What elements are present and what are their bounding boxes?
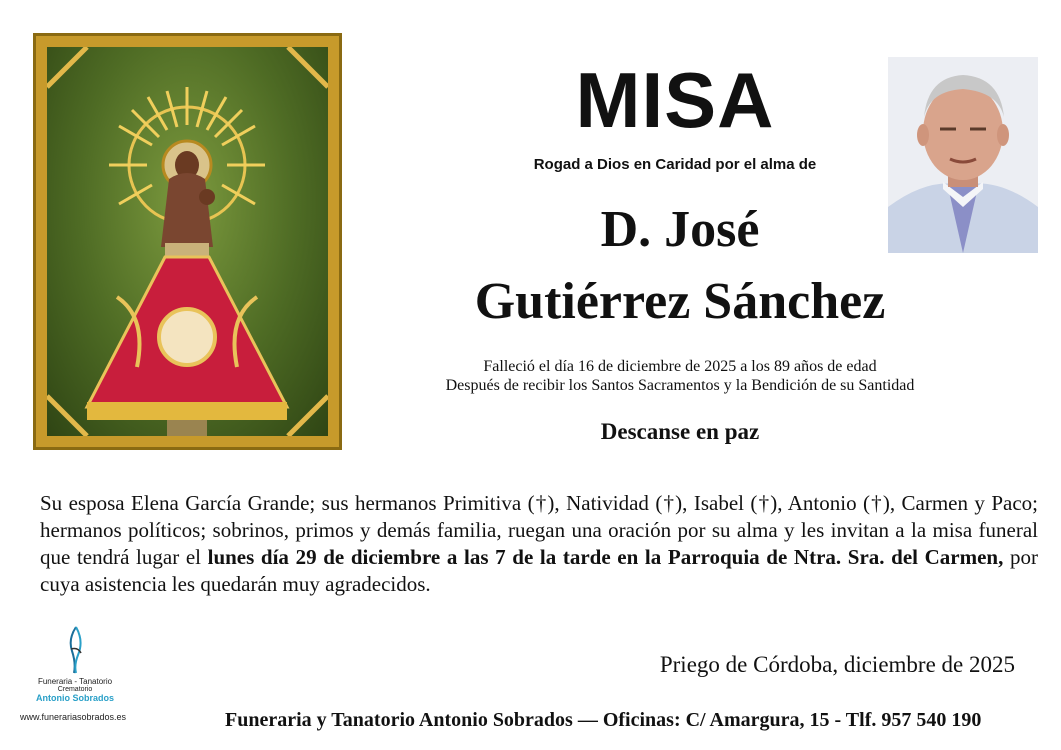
feather-logo-icon <box>64 625 86 675</box>
religious-image <box>33 33 342 450</box>
mass-details: lunes día 29 de diciembre a las 7 de la tarde en la Parroquia de Ntra. Sra. del Carmen, <box>207 545 1004 569</box>
logo-brand-name: Antonio Sobrados <box>36 693 114 703</box>
logo-line-crematorio: Crematorio <box>57 686 93 693</box>
virgin-figure-illustration <box>47 47 328 436</box>
announcement-text: Su esposa Elena García Grande; sus hermanos Primitiva (†), Natividad (†), Isabel (†), Antonio (†), Carmen y Paco; hermanos políticos; sobrinos, primos y demás familia, ruegan una oración por su alma y les invitan a la misa funeral que tendrá lugar el <box>40 491 1038 569</box>
logo-line-funeraria: Funeraria - Tanatorio <box>37 677 113 686</box>
deceased-name-line2: Gutiérrez Sánchez <box>474 273 886 330</box>
death-details: Falleció el día 16 de diciembre de 2025 a los 89 años de edad <box>483 358 877 375</box>
company-contact-line: Funeraria y Tanatorio Antonio Sobrados — Oficinas: C/ Amargura, 15 - Tlf. 957 540 190 <box>225 709 982 731</box>
rest-in-peace: Descanse en paz <box>600 419 760 444</box>
notice-subtitle: Rogad a Dios en Caridad por el alma de <box>533 156 817 173</box>
notice-title: MISA <box>575 56 775 144</box>
deceased-portrait <box>888 57 1038 253</box>
website-url: www.funerariasobrados.es <box>20 712 127 722</box>
deceased-name-line1: D. José <box>600 201 760 258</box>
family-announcement <box>40 490 1038 598</box>
announcement-closing: por cuya asistencia les quedarán muy agradecidos. <box>40 545 1038 596</box>
funeral-home-logo <box>20 625 130 740</box>
portrait-illustration <box>888 57 1038 253</box>
place-and-date: Priego de Córdoba, diciembre de 2025 <box>659 652 1015 677</box>
sacraments-line: Después de recibir los Santos Sacramentos y la Bendición de su Santidad <box>445 377 915 394</box>
